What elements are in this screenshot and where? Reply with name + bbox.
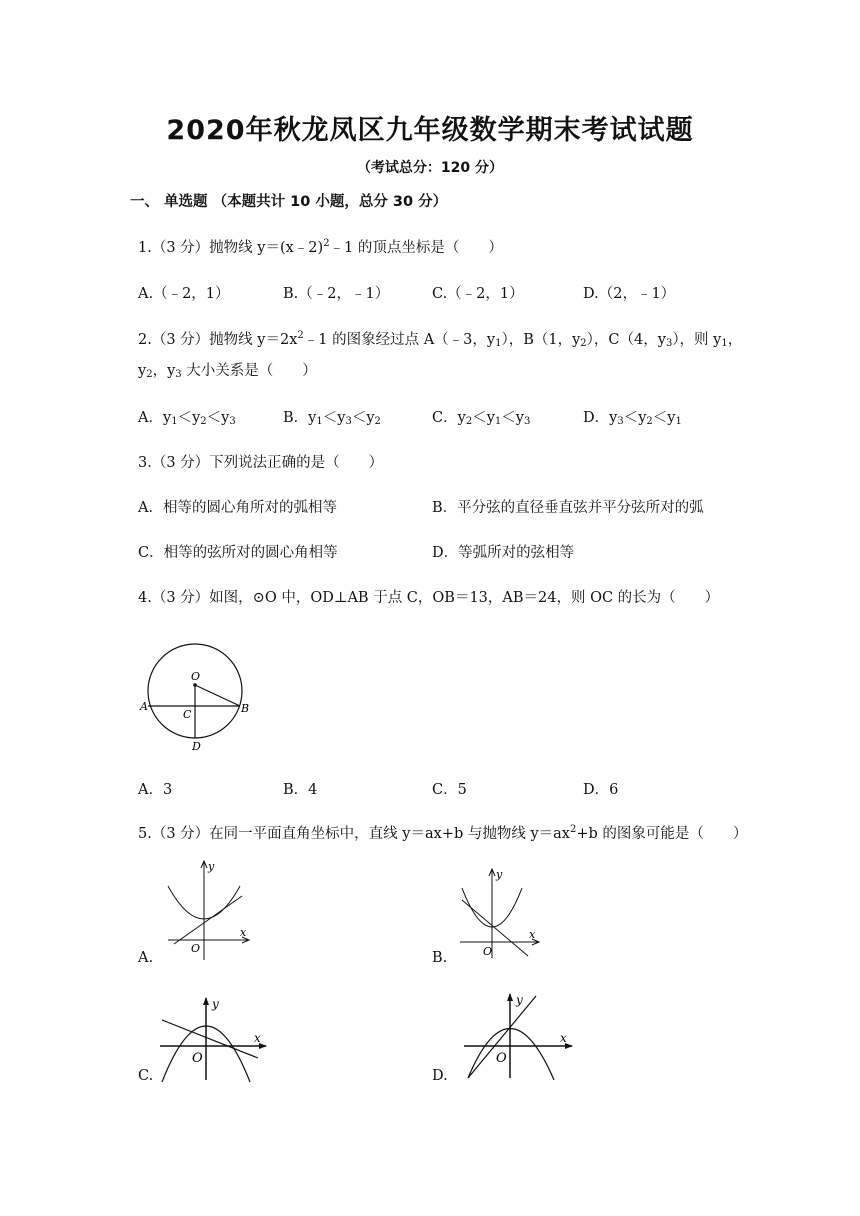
question-1-option-c[interactable]: C.（﹣2，1） (432, 286, 524, 302)
question-2-option-d[interactable]: D．$y_3<y_2<y_1$ (583, 410, 682, 427)
question-3-option-a[interactable]: A．相等的圆心角所对的弧相等 (138, 500, 337, 516)
label-o: O (191, 670, 201, 683)
question-1-option-a[interactable]: A.（﹣2，1） (138, 286, 230, 302)
graph-b[interactable] (456, 866, 551, 961)
origin-label: O (496, 1051, 507, 1066)
y-arrow (507, 993, 513, 1001)
question-1-option-b[interactable]: B.（﹣2，﹣1） (283, 286, 390, 302)
question-2-stem-line-1: 2.（3 分）抛物线 $y=2x^2﹣1$ 的图象经过点 A（﹣3，$y_1$），B（1，$y_2$），C（4，$y_3$），则 $y_1$， (138, 330, 743, 349)
question-4-stem: 4.（3 分）如图，⊙O 中，OD⊥AB 于点 C，OB＝13，AB＝24，则 OC 的长为（ ） (138, 590, 720, 606)
y-label: y (496, 868, 503, 881)
origin-label: O (483, 945, 493, 958)
center-point (193, 683, 197, 687)
y-arrow (203, 997, 209, 1005)
question-5-option-b[interactable]: B. (432, 950, 448, 966)
question-1-option-d[interactable]: D.（2，﹣1） (583, 286, 676, 302)
line (174, 896, 242, 944)
label-d: D (192, 740, 201, 753)
question-3-stem: 3.（3 分）下列说法正确的是（ ） (138, 455, 384, 471)
question-5-stem: 5.（3 分）在同一平面直角坐标中，直线 y＝ax+b 与抛物线 $y=ax^2+b$ 的图象可能是（ ） (138, 824, 748, 842)
parabola (468, 1028, 554, 1080)
question-3-option-d[interactable]: D．等弧所对的弦相等 (432, 545, 575, 561)
question-2-option-a[interactable]: A．$y_1<y_2<y_3$ (138, 410, 236, 427)
question-5-option-d[interactable]: D. (432, 1068, 448, 1084)
graph-c[interactable] (156, 994, 271, 1084)
label-b: B (241, 702, 250, 715)
circle-figure (135, 628, 265, 753)
y-label: y (212, 997, 219, 1011)
question-2-option-c[interactable]: C．$y_2<y_1<y_3$ (432, 410, 531, 427)
x-label: x (240, 926, 247, 939)
x-label: x (529, 928, 536, 941)
question-2-stem-line-2: $y_2$，$y_3$ 大小关系是（ ） (138, 363, 317, 380)
question-4-option-d[interactable]: D．6 (583, 782, 619, 798)
label-c: C (183, 708, 192, 721)
exam-title: 2020年秋龙凤区九年级数学期末考试试题 (166, 115, 694, 146)
origin-label: O (192, 1051, 203, 1066)
question-3-option-c[interactable]: C．相等的弦所对的圆心角相等 (138, 545, 338, 561)
segment-ob (195, 685, 240, 706)
question-4-option-c[interactable]: C．5 (432, 782, 467, 798)
graph-d[interactable] (460, 990, 578, 1082)
y-label: y (208, 860, 215, 873)
section-heading: 一、 单选题 （本题共计 10 小题，总分 30 分） (130, 194, 448, 210)
question-5-option-a[interactable]: A. (138, 950, 154, 966)
label-a: A (140, 700, 148, 713)
question-2-option-b[interactable]: B．$y_1<y_3<y_2$ (283, 410, 381, 427)
question-3-option-b[interactable]: B．平分弦的直径垂直弦并平分弦所对的弧 (432, 500, 704, 516)
x-label: x (560, 1031, 567, 1045)
y-label: y (516, 993, 523, 1007)
question-4-option-a[interactable]: A．3 (138, 782, 173, 798)
question-1-stem: 1.（3 分）抛物线 y＝(x﹣2)$^2$﹣1 的顶点坐标是（ ） (138, 238, 503, 256)
x-label: x (254, 1031, 261, 1045)
question-5-option-c[interactable]: C. (138, 1068, 154, 1084)
exam-subtitle: （考试总分：120 分） (356, 160, 504, 176)
question-4-option-b[interactable]: B．4 (283, 782, 318, 798)
line (462, 900, 528, 956)
origin-label: O (191, 942, 201, 955)
graph-a[interactable] (160, 858, 255, 963)
